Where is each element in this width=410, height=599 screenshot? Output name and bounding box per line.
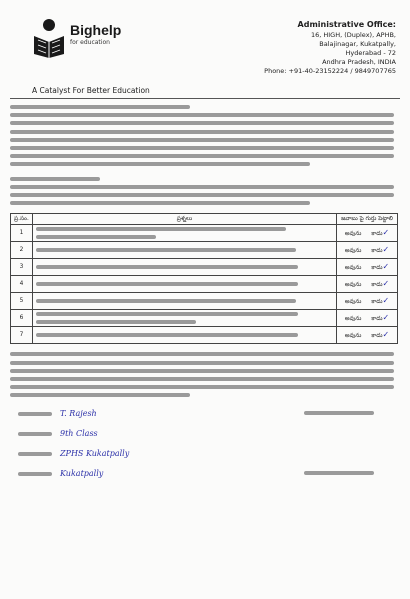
answer-cell[interactable] — [337, 293, 398, 310]
signatory-designation — [304, 469, 376, 477]
question-text — [32, 242, 336, 259]
tick-mark-icon: ✓ — [382, 262, 390, 272]
answer-yes[interactable]: అవును — [344, 248, 362, 255]
address-line: Balajinagar, Kukatpally, — [319, 40, 396, 48]
form-row-school — [18, 449, 129, 458]
answer-cell[interactable] — [337, 225, 398, 242]
class-field[interactable]: 9th Class — [60, 429, 98, 439]
tagline: A Catalyst For Better Education — [32, 86, 150, 95]
question-text — [32, 259, 336, 276]
answer-cell[interactable] — [337, 276, 398, 293]
brand-name: Bighelp — [70, 22, 122, 38]
closing-paragraph — [10, 350, 400, 399]
village-field[interactable]: Kukatpally — [60, 469, 104, 479]
phone-number: Phone: +91-40-23152224 / 9849707765 — [264, 67, 396, 75]
answer-no[interactable]: కాదు — [371, 265, 383, 272]
letterhead — [10, 6, 400, 101]
office-address-block — [236, 20, 396, 76]
tick-mark-icon: ✓ — [382, 296, 390, 306]
answer-cell[interactable] — [337, 259, 398, 276]
answer-yes[interactable]: అవును — [344, 231, 362, 238]
bighelp-logo-icon — [32, 18, 66, 58]
column-header-answer: జవాబు పై గుర్తు పెట్టాలి — [337, 214, 398, 225]
table-header-row — [11, 214, 398, 225]
header-divider — [10, 98, 400, 99]
question-text — [32, 310, 336, 327]
answer-cell[interactable] — [337, 327, 398, 344]
answer-no[interactable]: కాదు — [371, 248, 383, 255]
address-line: Andhra Pradesh, INDIA — [322, 58, 396, 66]
question-text — [32, 293, 336, 310]
student-details-form — [10, 409, 400, 479]
address-line: 16, HIGH, (Duplex), APHB, — [310, 31, 396, 39]
signatory-organisation — [304, 409, 376, 417]
question-number: 6 — [11, 310, 33, 327]
eligibility-questions-table — [10, 213, 398, 344]
tick-mark-icon: ✓ — [382, 313, 390, 323]
question-number: 3 — [11, 259, 33, 276]
table-row — [11, 242, 398, 259]
tick-mark-icon: ✓ — [382, 279, 390, 289]
tick-mark-icon: ✓ — [382, 245, 390, 255]
table-row — [11, 225, 398, 242]
question-number: 4 — [11, 276, 33, 293]
school-field[interactable]: ZPHS Kukatpally — [60, 449, 130, 459]
form-row-name — [18, 409, 97, 418]
column-header-number: ప్ర.సం. — [11, 214, 33, 225]
name-field[interactable]: T. Rajesh — [60, 409, 97, 419]
form-row-class — [18, 429, 98, 438]
tick-mark-icon: ✓ — [382, 330, 390, 340]
table-row — [11, 259, 398, 276]
column-header-question: ప్రశ్నలు — [32, 214, 336, 225]
answer-no[interactable]: కాదు — [371, 299, 383, 306]
table-row — [11, 293, 398, 310]
answer-no[interactable]: కాదు — [371, 282, 383, 289]
question-text — [32, 327, 336, 344]
question-number: 1 — [11, 225, 33, 242]
table-row — [11, 276, 398, 293]
table-row — [11, 327, 398, 344]
answer-yes[interactable]: అవును — [344, 316, 362, 323]
form-row-village — [18, 469, 103, 478]
address-line: Hyderabad - 72 — [345, 49, 396, 57]
question-number: 2 — [11, 242, 33, 259]
answer-cell[interactable] — [337, 242, 398, 259]
question-number: 7 — [11, 327, 33, 344]
answer-yes[interactable]: అవును — [344, 299, 362, 306]
intro-paragraph — [10, 103, 400, 169]
answer-no[interactable]: కాదు — [371, 333, 383, 340]
question-text — [32, 276, 336, 293]
answer-no[interactable]: కాదు — [371, 231, 383, 238]
student-paragraph — [10, 175, 400, 208]
answer-no[interactable]: కాదు — [371, 316, 383, 323]
brand-subtitle: for education — [70, 39, 110, 46]
office-title: Administrative Office: — [297, 20, 396, 29]
table-row — [11, 310, 398, 327]
answer-cell[interactable] — [337, 310, 398, 327]
answer-yes[interactable]: అవును — [344, 333, 362, 340]
answer-yes[interactable]: అవును — [344, 282, 362, 289]
answer-yes[interactable]: అవును — [344, 265, 362, 272]
question-text — [32, 225, 336, 242]
tick-mark-icon: ✓ — [382, 228, 390, 238]
question-number: 5 — [11, 293, 33, 310]
